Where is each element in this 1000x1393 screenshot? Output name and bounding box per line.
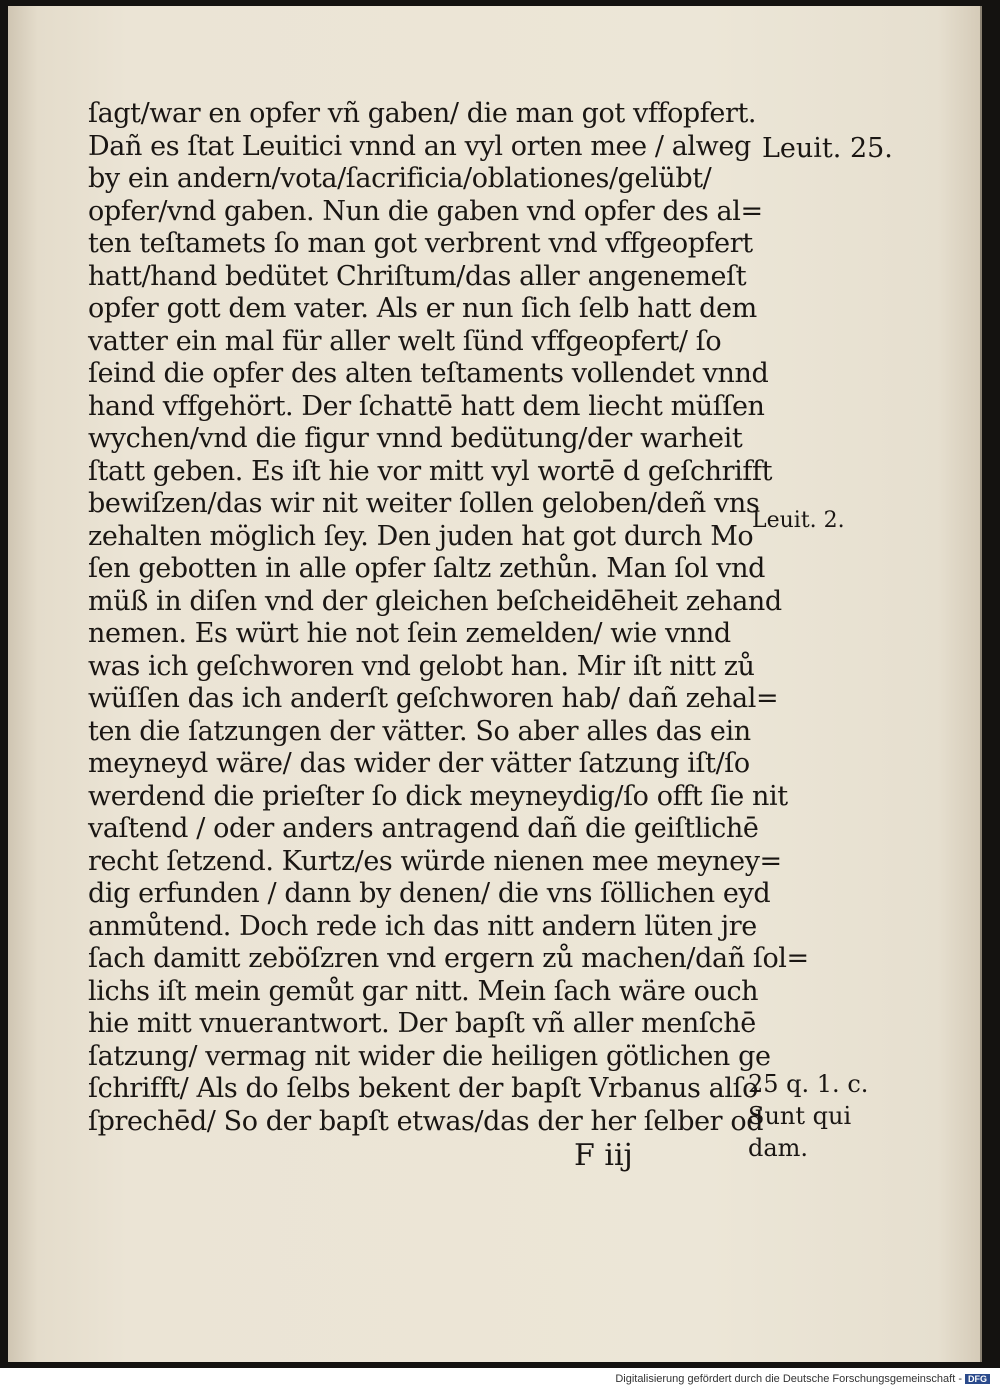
text-line: nemen. Es würt hie not ſein zemelden/ wie vnnd	[88, 618, 731, 649]
text-line: Dañ es ſtat Leuitici vnnd an vyl orten mee / alweg	[88, 130, 751, 162]
text-line: wüſſen das ich anderſt geſchworen hab/ dañ zehal=	[88, 683, 779, 714]
signature-mark: F iij	[574, 1138, 633, 1173]
text-line: hand vffgehört. Der ſchattē hatt dem liecht müſſen	[88, 390, 765, 422]
footer-credit-text: Digitalisierung gefördert durch die Deutsche Forschungsgemeinschaft -	[615, 1373, 962, 1385]
text-line: ten teſtamets ſo man got verbrent vnd vffgeopfert	[88, 228, 753, 259]
marginal-note-leuit-2: Leuit. 2.	[752, 508, 845, 533]
text-line: ten die ſatzungen der vätter. So aber alles das ein	[88, 715, 751, 747]
text-line: lichs iſt mein gemůt gar nitt. Mein ſach wäre ouch	[88, 975, 759, 1007]
text-line: bewiſzen/das wir nit weiter ſollen geloben/deñ vns	[88, 488, 760, 519]
text-line: by ein andern/vota/ſacrificia/oblationes/gelübt/	[88, 163, 712, 194]
text-line: was ich geſchworen vnd gelobt han. Mir iſt nitt zů	[88, 650, 755, 682]
text-line: wychen/vnd die figur vnnd bedütung/der warheit	[88, 423, 743, 454]
text-line: ſtatt geben. Es iſt hie vor mitt vyl wortē d geſchrifft	[88, 455, 773, 487]
marginal-note-leuit-25: Leuit. 25.	[762, 133, 893, 164]
text-line: ſeind die opfer des alten teſtaments vollendet vnnd	[88, 358, 769, 389]
marginal-ref-line: 25 q. 1. c.	[748, 1070, 869, 1098]
dfg-logo-icon: DFG	[965, 1374, 990, 1384]
text-line: ſach damitt zeböſzren vnd ergern zů machen/dañ ſol=	[88, 943, 809, 974]
text-line: ſen gebotten in alle opfer ſaltz zethůn. Man ſol vnd	[88, 553, 766, 584]
text-line: hatt/hand bedütet Chriſtum/das aller angenemeſt	[88, 260, 747, 292]
text-line: ſagt/war en opfer vñ gaben/ die man got vffopfert.	[88, 98, 757, 129]
text-line: dig erfunden / dann by denen/ die vns ſöllichen eyd	[88, 878, 771, 909]
text-line: ſatzung/ vermag nit wider die heiligen götlichen ge	[88, 1040, 771, 1072]
text-line: opfer gott dem vater. Als er nun ſich ſelb hatt dem	[88, 293, 757, 324]
text-line: werdend die prieſter ſo dick meyneydig/ſo offt ſie nit	[88, 780, 788, 812]
text-line: müß in diſen vnd der gleichen beſcheidēheit zehand	[88, 585, 782, 617]
text-line: ſprechēd/ So der bapſt etwas/das der her ſelber od	[88, 1105, 764, 1137]
text-line: opfer/vnd gaben. Nun die gaben vnd opfer des al=	[88, 195, 763, 227]
text-line: ſchrifft/ Als do ſelbs bekent der bapſt Vrbanus alſo	[88, 1073, 759, 1104]
marginal-ref-line: Sunt qui	[748, 1102, 852, 1130]
digitization-footer	[615, 1373, 990, 1385]
text-line: vatter ein mal für aller welt ſünd vffgeopfert/ ſo	[88, 325, 722, 357]
marginal-ref-line: dam.	[748, 1134, 809, 1162]
marginal-note-decretum	[748, 1068, 868, 1164]
text-line: anmůtend. Doch rede ich das nitt andern lüten jre	[88, 910, 757, 942]
text-line: hie mitt vnuerantwort. Der bapſt vñ aller menſchē	[88, 1008, 756, 1039]
text-line: meyneyd wäre/ das wider der vätter ſatzung iſt/ſo	[88, 748, 750, 779]
text-line: vaſtend / oder anders antragend dañ die geiſtlichē	[88, 813, 759, 844]
text-line: zehalten möglich ſey. Den juden hat got durch Mo	[88, 520, 754, 552]
text-line: recht ſetzend. Kurtz/es würde nienen mee meyney=	[88, 845, 782, 877]
